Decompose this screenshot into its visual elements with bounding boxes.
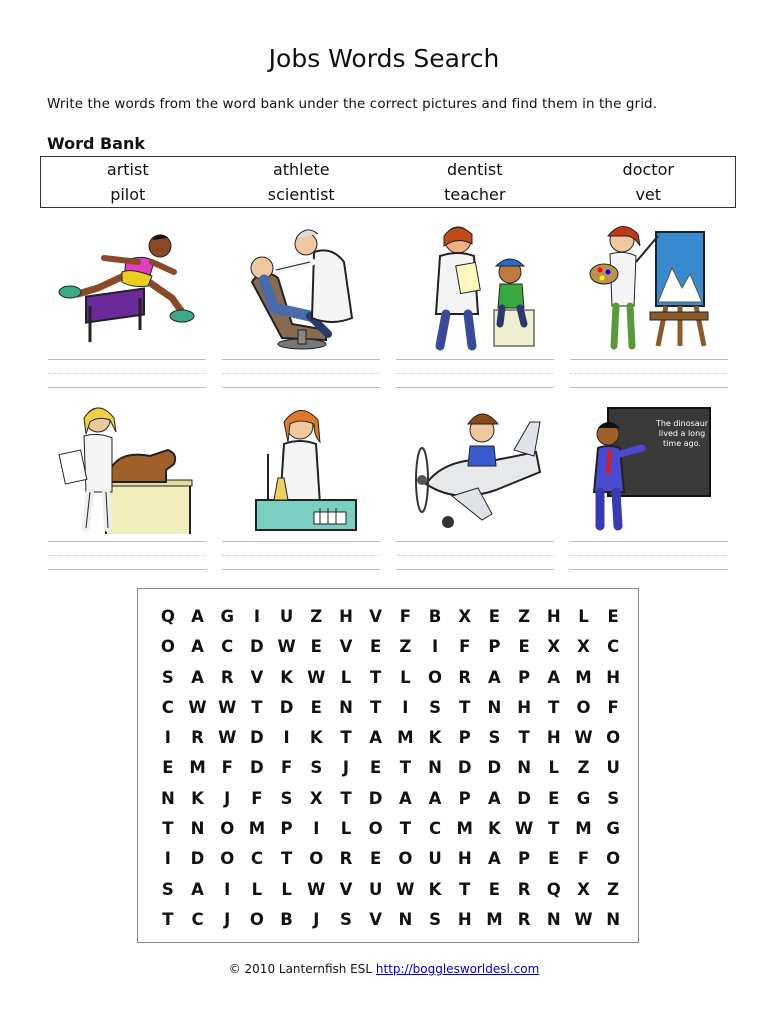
grid-letter[interactable]: U [368,879,383,899]
grid-letter[interactable]: S [310,758,323,778]
grid-letter[interactable]: L [400,667,411,687]
grid-letter[interactable]: K [428,728,442,748]
scientist-lab-icon [222,404,382,534]
grid-letter[interactable]: S [607,788,620,808]
grid-letter[interactable]: D [457,758,472,778]
grid-letter[interactable]: W [307,667,326,687]
grid-letter[interactable]: V [339,637,353,657]
chalkboard-text: The dinosaur [655,419,709,428]
grid-letter[interactable]: G [220,607,234,626]
grid-row [153,602,628,632]
grid-row [153,693,628,723]
grid-letter[interactable]: S [429,909,441,929]
grid-letter[interactable]: I [313,819,320,839]
grid-letter[interactable]: S [161,667,174,687]
grid-letter[interactable]: O [606,849,621,869]
grid-letter[interactable]: V [250,667,264,687]
grid-letter[interactable]: A [191,879,204,899]
word-bank-word: dentist [447,160,503,179]
grid-letter[interactable]: F [399,607,411,626]
grid-letter[interactable]: D [190,849,205,869]
grid-letter[interactable]: L [340,819,352,839]
grid-letter[interactable]: O [606,728,621,748]
chalkboard-text: lived a long [658,429,706,438]
grid-letter[interactable]: T [518,728,530,748]
grid-row [153,723,628,753]
pilot-plane-icon [396,404,556,534]
grid-letter[interactable]: J [342,758,350,778]
grid-letter[interactable]: P [518,849,531,869]
grid-letter[interactable]: P [458,728,471,748]
grid-letter[interactable]: G [606,819,620,839]
grid-letter[interactable]: S [429,697,441,717]
grid-letter[interactable]: X [577,637,590,657]
grid-letter[interactable]: A [191,637,204,657]
grid-letter[interactable]: U [428,849,442,869]
word-bank-word: pilot [110,185,146,204]
grid-letter[interactable]: R [517,909,531,929]
grid-letter[interactable]: R [191,728,204,748]
letter-grid [153,602,628,935]
grid-letter[interactable]: N [517,758,531,778]
grid-row [153,784,628,814]
grid-letter[interactable]: T [399,758,411,778]
answer-line[interactable] [396,346,554,388]
grid-letter[interactable]: P [488,637,501,657]
grid-letter[interactable]: T [340,728,352,748]
grid-letter[interactable]: W [188,697,207,717]
grid-letter[interactable]: D [250,728,264,748]
grid-row [153,753,628,783]
grid-letter[interactable]: F [577,849,590,869]
vet-dog-icon [48,404,208,534]
grid-letter[interactable]: H [546,607,561,626]
grid-letter[interactable]: L [340,667,352,687]
grid-row [153,844,628,874]
grid-letter[interactable]: C [250,849,263,869]
grid-letter[interactable]: R [339,849,353,869]
grid-letter[interactable]: X [577,879,590,899]
grid-row [153,875,628,905]
grid-letter[interactable]: N [398,909,413,929]
word-bank-word: teacher [444,185,506,204]
grid-letter[interactable]: E [518,637,530,657]
grid-letter[interactable]: M [397,728,414,748]
footer [0,962,768,976]
grid-letter[interactable]: R [517,879,531,899]
grid-letter[interactable]: L [578,607,589,626]
chalkboard-text: time ago. [663,439,701,448]
grid-letter[interactable]: K [428,879,442,899]
answer-line[interactable] [48,346,206,388]
answer-line[interactable] [222,346,380,388]
grid-letter[interactable]: D [487,758,502,778]
grid-letter[interactable]: J [224,788,231,808]
grid-letter[interactable]: Z [577,758,590,778]
grid-letter[interactable]: K [488,819,501,839]
grid-letter[interactable]: E [488,879,501,899]
grid-letter[interactable]: G [576,788,591,808]
grid-letter[interactable]: V [369,607,383,626]
grid-row [153,814,628,844]
grid-letter[interactable]: H [546,728,561,748]
grid-letter[interactable]: M [456,819,473,839]
grid-letter[interactable]: J [313,909,320,929]
grid-letter[interactable]: V [339,879,353,899]
grid-letter[interactable]: N [160,788,175,808]
grid-letter[interactable]: V [369,909,383,929]
grid-letter[interactable]: W [218,697,237,717]
copyright-text: © 2010 Lanternfish ESL [228,962,373,976]
grid-row [153,663,628,693]
grid-letter[interactable]: T [459,879,471,899]
grid-letter[interactable]: M [486,909,503,929]
grid-letter[interactable]: H [517,697,531,717]
grid-letter[interactable]: T [340,788,352,808]
grid-letter[interactable]: E [607,607,619,626]
grid-letter[interactable]: O [220,819,235,839]
grid-letter[interactable]: O [309,849,324,869]
grid-letter[interactable]: X [458,607,472,626]
grid-letter[interactable]: C [428,819,442,839]
grid-letter[interactable]: S [161,879,174,899]
grid-letter[interactable]: D [250,637,264,657]
grid-letter[interactable]: T [399,819,411,839]
grid-letter[interactable]: K [280,667,293,687]
grid-letter[interactable]: O [249,909,264,929]
grid-letter[interactable]: N [339,697,353,717]
grid-letter[interactable]: W [514,819,534,839]
answer-line[interactable] [222,528,380,570]
page-title: Jobs Words Search [268,44,500,73]
grid-letter[interactable]: M [575,667,592,687]
grid-letter[interactable]: A [369,728,383,748]
grid-letter[interactable]: T [548,819,560,839]
grid-letter[interactable]: P [458,788,471,808]
grid-letter[interactable]: O [368,819,383,839]
grid-letter[interactable]: K [309,728,323,748]
grid-letter[interactable]: M [189,758,206,778]
grid-letter[interactable]: W [307,879,326,899]
website-link[interactable]: http://bogglesworldesl.com [375,962,540,976]
grid-letter[interactable]: Q [546,879,561,899]
answer-line[interactable] [48,528,206,570]
grid-letter[interactable]: C [607,637,620,657]
grid-letter[interactable]: A [547,667,561,687]
grid-letter[interactable]: E [310,697,322,717]
answer-line[interactable] [570,346,728,388]
grid-letter[interactable]: U [279,607,294,626]
grid-letter[interactable]: H [606,667,621,687]
word-bank-label: Word Bank [47,134,146,153]
grid-letter[interactable]: T [162,909,174,929]
grid-letter[interactable]: N [546,909,561,929]
grid-letter[interactable]: W [574,728,593,748]
artist-easel-icon [570,222,730,352]
doctor-child-icon [396,222,556,352]
grid-letter[interactable]: C [221,637,234,657]
grid-letter[interactable]: O [220,849,235,869]
grid-letter[interactable]: E [548,788,560,808]
grid-letter[interactable]: Z [518,607,531,626]
grid-letter[interactable]: B [428,607,442,626]
grid-letter[interactable]: R [458,667,472,687]
grid-letter[interactable]: L [548,758,560,778]
dentist-patient-icon [222,222,382,352]
grid-letter[interactable]: W [574,909,593,929]
grid-letter[interactable]: M [575,819,592,839]
grid-letter[interactable]: U [606,758,620,778]
word-bank-box [40,156,736,208]
grid-letter[interactable]: T [459,697,471,717]
grid-letter[interactable]: H [457,909,472,929]
grid-letter[interactable]: R [220,667,234,687]
grid-letter[interactable]: S [488,728,501,748]
grid-letter[interactable]: O [428,667,443,687]
grid-letter[interactable]: X [547,637,561,657]
grid-letter[interactable]: T [162,819,174,839]
word-bank-word: doctor [622,160,674,179]
word-search-grid [137,588,639,943]
grid-letter[interactable]: E [370,758,382,778]
grid-letter[interactable]: M [248,819,266,839]
grid-letter[interactable]: B [280,909,293,929]
grid-letter[interactable]: F [280,758,293,778]
grid-letter[interactable]: I [253,607,260,626]
grid-letter[interactable]: H [457,849,472,869]
grid-letter[interactable]: X [309,788,323,808]
grid-letter[interactable]: A [488,667,501,687]
grid-letter[interactable]: A [398,788,412,808]
grid-letter[interactable]: I [224,879,231,899]
grid-letter[interactable]: S [340,909,352,929]
grid-letter[interactable]: J [224,909,231,929]
grid-letter[interactable]: O [160,637,175,657]
grid-letter[interactable]: W [218,728,237,748]
grid-letter[interactable]: W [277,637,296,657]
grid-letter[interactable]: A [191,667,204,687]
grid-letter[interactable]: T [548,697,560,717]
grid-letter[interactable]: A [428,788,442,808]
grid-letter[interactable]: Z [310,607,323,626]
grid-letter[interactable]: E [310,637,322,657]
grid-letter[interactable]: T [370,667,382,687]
grid-letter[interactable]: F [607,697,619,717]
grid-letter[interactable]: S [280,788,293,808]
answer-line[interactable] [396,528,554,570]
word-bank-word: athlete [272,160,330,179]
grid-letter[interactable]: F [459,637,471,657]
word-bank-word: artist [106,160,149,179]
grid-letter[interactable]: F [221,758,233,778]
word-bank-word: vet [635,185,662,204]
teacher-chalkboard-icon [570,404,730,534]
grid-letter[interactable]: T [280,849,293,869]
grid-letter[interactable]: W [396,879,415,899]
grid-letter[interactable]: I [164,849,171,869]
grid-letter[interactable]: E [370,637,382,657]
grid-letter[interactable]: D [279,697,294,717]
grid-row [153,632,628,662]
grid-letter[interactable]: F [251,788,263,808]
grid-letter[interactable]: L [281,879,292,899]
grid-letter[interactable]: C [161,697,174,717]
grid-letter[interactable]: D [368,788,383,808]
grid-letter[interactable]: E [370,849,382,869]
grid-letter[interactable]: N [606,909,621,929]
grid-letter[interactable]: D [517,788,531,808]
grid-letter[interactable]: C [191,909,204,929]
grid-letter[interactable]: E [548,849,560,869]
grid-letter[interactable]: L [251,879,263,899]
grid-letter[interactable]: I [164,728,171,748]
athlete-hurdler-icon [48,222,208,352]
grid-letter[interactable]: N [428,758,442,778]
grid-letter[interactable]: A [191,607,204,626]
grid-letter[interactable]: A [488,788,501,808]
grid-letter[interactable]: P [280,819,293,839]
grid-letter[interactable]: T [251,697,263,717]
grid-letter[interactable]: E [162,758,174,778]
grid-letter[interactable]: D [250,758,264,778]
grid-letter[interactable]: Z [399,637,412,657]
grid-letter[interactable]: P [518,667,531,687]
word-bank-word: scientist [267,185,335,204]
grid-letter[interactable]: N [487,697,502,717]
grid-letter[interactable]: K [191,788,204,808]
grid-letter[interactable]: E [488,607,501,626]
grid-letter[interactable]: A [488,849,501,869]
grid-letter[interactable]: O [576,697,591,717]
grid-letter[interactable]: Z [607,879,620,899]
answer-line[interactable] [570,528,728,570]
grid-letter[interactable]: Q [160,607,175,626]
grid-letter[interactable]: I [283,728,290,748]
grid-letter[interactable]: I [431,637,439,657]
grid-row [153,905,628,935]
grid-letter[interactable]: H [339,607,353,626]
grid-letter[interactable]: O [398,849,413,869]
grid-letter[interactable]: T [370,697,382,717]
instructions: Write the words from the word bank under the correct pictures and find them in the grid. [47,96,658,112]
grid-letter[interactable]: I [402,697,409,717]
grid-letter[interactable]: N [190,819,205,839]
